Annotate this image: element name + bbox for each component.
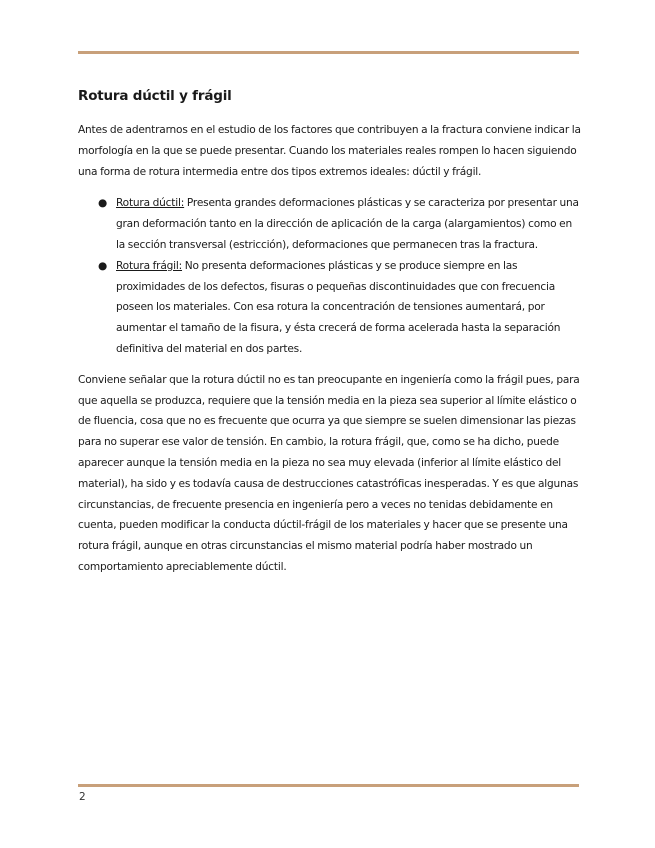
term-rotura-ductil: Rotura dúctil: xyxy=(116,197,185,210)
page-number: 2 xyxy=(79,791,86,803)
conclusion-paragraph: Conviene señalar que la rotura dúctil no es tan preocupante en ingeniería como la frágil pues, para que aquella se produzca, requiere que la tensión media en la pieza sea superior al límite elástico o de fluencia, cosa que no es frecuente que ocurra ya que siempre se suelen dimensionar las piezas para no superar ese valor de tensión. En cambio, la rotura frágil, que, como se ha dicho, puede aparecer aunque la tensión media en la pieza no sea muy elevada (inferior al límite elástico del material), ha sido y es todavía causa de destrucciones catastróficas inesperadas. Y es que algunas circunstancias, de frecuente presencia en ingeniería pero a veces no tenidas debidamente en cuenta, pueden modificar la conducta dúctil-frágil de los materiales y hacer que se presente una rotura frágil, aunque en otras circunstancias el mismo material podría haber mostrado un comportamiento apreciablemente dúctil. xyxy=(78,373,580,573)
section-title: Rotura dúctil y frágil xyxy=(78,88,232,104)
list-item-rotura-ductil xyxy=(78,193,581,255)
bullet-icon: ● xyxy=(98,197,108,210)
intro-paragraph: Antes de adentrarnos en el estudio de los factores que contribuyen a la fractura conviene indicar la morfología en la que se puede presentar. Cuando los materiales reales rompen lo hacen siguiendo una forma de rotura intermedia entre dos tipos extremos ideales: dúctil y frágil. xyxy=(78,124,581,178)
definition-rotura-fragil: No presenta deformaciones plásticas y se produce siempre en las proximidades de los defectos, fisuras o pequeñas discontinuidades que con frecuencia poseen los materiales. Con esa rotura la concentración de tensiones aumentará, por aumentar el tamaño de la fisura, y ésta crecerá de forma acelerada hasta la separación definitiva del material en dos partes. xyxy=(116,259,561,355)
page-content xyxy=(78,88,581,589)
definition-rotura-ductil: Presenta grandes deformaciones plásticas y se caracteriza por presentar una gran deformación tanto en la dirección de aplicación de la carga (alargamientos) como en la sección transversal (estricción), deformaciones que permanecen tras la fractura. xyxy=(116,197,579,251)
bullet-icon: ● xyxy=(98,259,108,272)
term-rotura-fragil: Rotura frágil: xyxy=(116,259,183,272)
list-item-rotura-fragil xyxy=(78,256,581,360)
footer-rule xyxy=(78,784,579,787)
fracture-types-list xyxy=(78,193,581,359)
header-rule xyxy=(78,51,579,54)
